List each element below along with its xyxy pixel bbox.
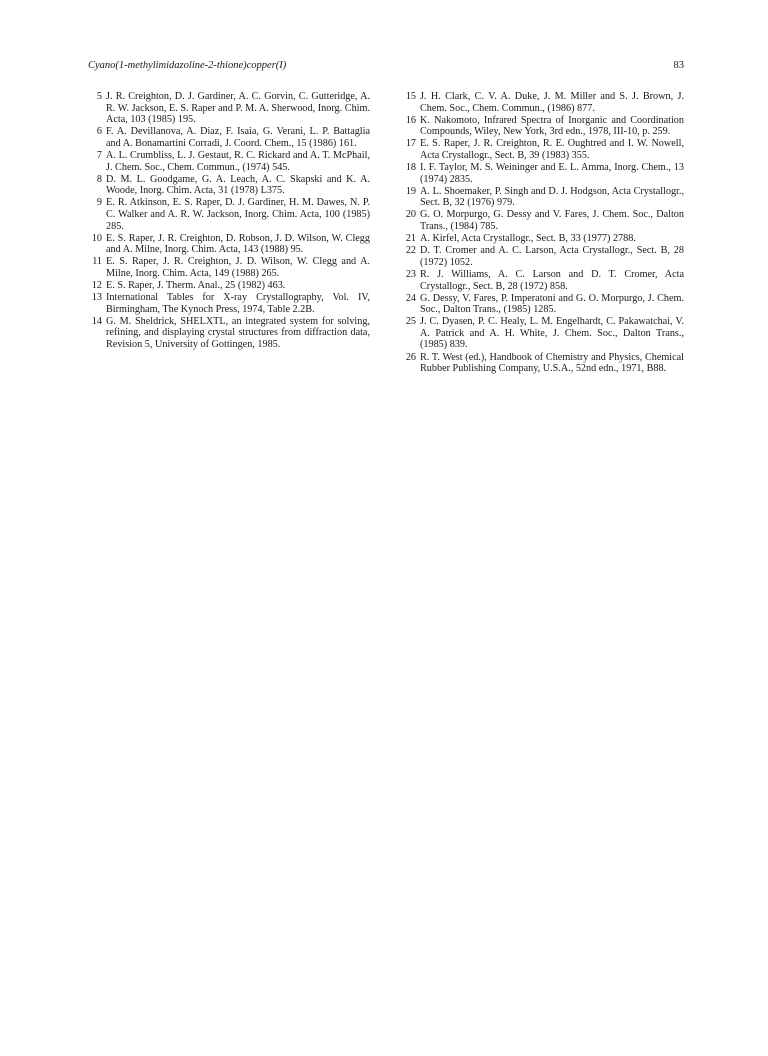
reference-text: G. M. Sheldrick, SHELXTL, an integrated system for solving, refining, and displaying crystal structures from diffraction data, Revision 5, University of Gottingen, 1985. xyxy=(106,315,370,350)
reference-text: D. M. L. Goodgame, G. A. Leach, A. C. Skapski and K. A. Woode, Inorg. Chim. Acta, 31 (1978) L375. xyxy=(106,173,370,197)
reference-number: 5 xyxy=(96,91,102,102)
reference-number: 10 xyxy=(91,232,102,244)
reference-item xyxy=(88,280,370,292)
reference-item xyxy=(402,209,684,232)
reference-text: K. Nakomoto, Infrared Spectra of Inorganic and Coordination Compounds, Wiley, New York, 3rd edn., 1978, III-10, p. 259. xyxy=(420,114,684,138)
reference-item xyxy=(88,316,370,351)
page-header xyxy=(88,60,684,76)
reference-number: 8 xyxy=(96,173,102,185)
reference-number: 7 xyxy=(96,149,102,161)
reference-text: R. T. West (ed.), Handbook of Chemistry and Physics, Chemical Rubber Publishing Company, U.S.A., 52nd edn., 1971, B88. xyxy=(420,351,684,375)
reference-item xyxy=(402,233,684,245)
reference-number: 25 xyxy=(405,316,416,328)
reference-text: A. L. Shoemaker, P. Singh and D. J. Hodgson, Acta Crystallogr., Sect. B, 32 (1976) 979. xyxy=(420,185,684,209)
reference-text: J. R. Creighton, D. J. Gardiner, A. C. Gorvin, C. Gutteridge, A. R. W. Jackson, E. S. Raper and P. M. A. Sherwood, Inorg. Chim. Acta, 103 (1985) 195. xyxy=(106,91,370,126)
reference-text: E. S. Raper, J. R. Creighton, J. D. Wilson, W. Clegg and A. Milne, Inorg. Chim. Acta, 149 (1988) 265. xyxy=(106,256,370,279)
reference-item xyxy=(88,150,370,173)
reference-text: R. J. Williams, A. C. Larson and D. T. Cromer, Acta Crystallogr., Sect. B, 28 (1972) 858. xyxy=(420,268,684,292)
reference-number: 16 xyxy=(405,114,416,126)
reference-number: 12 xyxy=(91,280,102,291)
reference-item xyxy=(88,292,370,315)
reference-text: E. S. Raper, J. Therm. Anal., 25 (1982) 463. xyxy=(106,280,286,291)
reference-number: 19 xyxy=(405,185,416,197)
reference-item xyxy=(402,162,684,185)
reference-text: F. A. Devillanova, A. Diaz, F. Isaia, G. Verani, L. P. Battaglia and A. Bonamartini Corradi, J. Coord. Chem., 15 (1986) 161. xyxy=(106,126,370,149)
reference-text: International Tables for X-ray Crystallography, Vol. IV, Birmingham, The Kynoch Press, 1974, Table 2.2B. xyxy=(106,292,370,315)
reference-item xyxy=(402,91,684,114)
reference-number: 23 xyxy=(405,268,416,280)
reference-number: 18 xyxy=(405,162,416,174)
reference-number: 24 xyxy=(405,292,416,304)
reference-text: G. O. Morpurgo, G. Dessy and V. Fares, J. Chem. Soc., Dalton Trans., (1984) 785. xyxy=(420,209,684,233)
reference-number: 9 xyxy=(96,197,102,209)
reference-item xyxy=(402,352,684,375)
reference-item xyxy=(402,293,684,316)
reference-item xyxy=(402,115,684,138)
running-head: Cyano(1-methylimidazoline-2-thione)copper(I) xyxy=(88,60,287,71)
reference-text: G. Dessy, V. Fares, P. Imperatoni and G. O. Morpurgo, J. Chem. Soc., Dalton Trans., (1985) 1285. xyxy=(420,292,684,316)
reference-item xyxy=(88,174,370,197)
references-column-right xyxy=(402,91,684,375)
reference-number: 15 xyxy=(405,91,416,102)
reference-item xyxy=(402,138,684,161)
reference-text: J. C. Dyasen, P. C. Healy, L. M. Engelhardt, C. Pakawatchai, V. A. Patrick and A. H. White, J. Chem. Soc., Dalton Trans., (1985) 839. xyxy=(420,316,684,351)
reference-text: J. H. Clark, C. V. A. Duke, J. M. Miller and S. J. Brown, J. Chem. Soc., Chem. Commun., (1986) 877. xyxy=(420,91,684,114)
reference-text: A. Kirfel, Acta Crystallogr., Sect. B, 33 (1977) 2788. xyxy=(420,233,636,245)
reference-number: 21 xyxy=(405,233,416,245)
reference-item xyxy=(402,269,684,292)
reference-item xyxy=(88,197,370,232)
reference-number: 11 xyxy=(92,256,102,268)
reference-item xyxy=(402,316,684,351)
reference-number: 13 xyxy=(91,292,102,304)
reference-text: I. F. Taylor, M. S. Weininger and E. L. Amma, Inorg. Chem., 13 (1974) 2835. xyxy=(420,162,684,185)
reference-number: 22 xyxy=(405,245,416,257)
page-number: 83 xyxy=(673,60,684,71)
reference-number: 26 xyxy=(405,351,416,363)
reference-number: 6 xyxy=(96,126,102,138)
reference-item xyxy=(88,91,370,126)
reference-item xyxy=(88,126,370,149)
reference-item xyxy=(402,245,684,268)
reference-item xyxy=(88,233,370,256)
references-column-left xyxy=(88,91,370,351)
reference-number: 17 xyxy=(405,138,416,150)
reference-text: A. L. Crumbliss, L. J. Gestaut, R. C. Rickard and A. T. McPhail, J. Chem. Soc., Chem. Commun., (1974) 545. xyxy=(106,149,370,173)
reference-number: 14 xyxy=(91,315,102,327)
reference-text: E. S. Raper, J. R. Creighton, D. Robson, J. D. Wilson, W. Clegg and A. Milne, Inorg. Chim. Acta, 143 (1988) 95. xyxy=(106,232,370,256)
reference-text: D. T. Cromer and A. C. Larson, Acta Crystallogr., Sect. B, 28 (1972) 1052. xyxy=(420,245,684,268)
reference-text: E. S. Raper, J. R. Creighton, R. E. Oughtred and I. W. Nowell, Acta Crystallogr., Sect. B, 39 (1983) 355. xyxy=(420,138,684,161)
reference-item xyxy=(88,256,370,279)
reference-text: E. R. Atkinson, E. S. Raper, D. J. Gardiner, H. M. Dawes, N. P. C. Walker and A. R. W. Jackson, Inorg. Chim. Acta, 100 (1985) 285. xyxy=(106,197,370,232)
reference-item xyxy=(402,186,684,209)
reference-number: 20 xyxy=(405,209,416,221)
